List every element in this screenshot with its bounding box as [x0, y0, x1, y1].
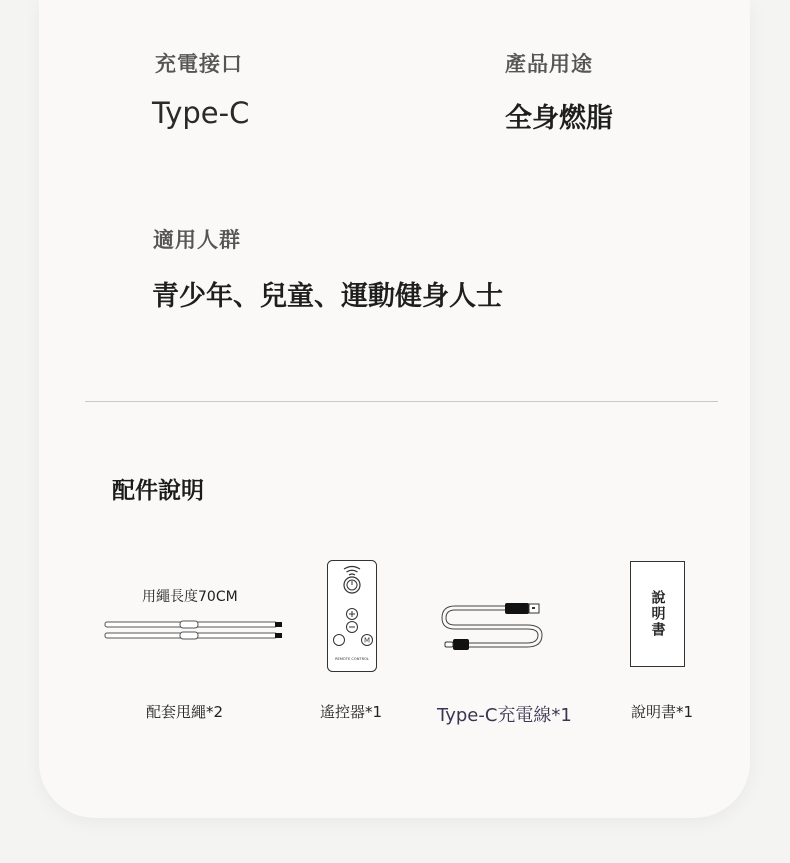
rope-length-label: 用繩長度70CM [142, 589, 238, 605]
accessories-title: 配件說明 [112, 478, 204, 504]
product-info-card [39, 0, 750, 818]
svg-text:M: M [363, 636, 371, 645]
manual-image [630, 561, 685, 667]
usb-cable-image [441, 600, 541, 652]
rope-caption: 配套甩繩*2 [146, 703, 224, 721]
manual-caption: 說明書*1 [631, 703, 694, 721]
cable-caption: Type-C充電線*1 [437, 705, 572, 726]
charge-port-value: Type-C [152, 96, 250, 130]
usage-value: 全身燃脂 [505, 103, 613, 134]
audience-label: 適用人群 [153, 228, 241, 252]
section-divider [85, 401, 718, 402]
manual-cover-text: 說明書 [649, 590, 666, 638]
audience-value: 青少年、兒童、運動健身人士 [152, 281, 503, 312]
usage-label: 產品用途 [505, 52, 593, 76]
charge-port-label: 充電接口 [155, 52, 243, 76]
remote-caption: 遙控器*1 [320, 703, 383, 721]
remote-control-caption: REMOTE CONTROL [335, 657, 369, 661]
jump-rope-image [104, 619, 284, 643]
remote-control-image [327, 560, 377, 672]
